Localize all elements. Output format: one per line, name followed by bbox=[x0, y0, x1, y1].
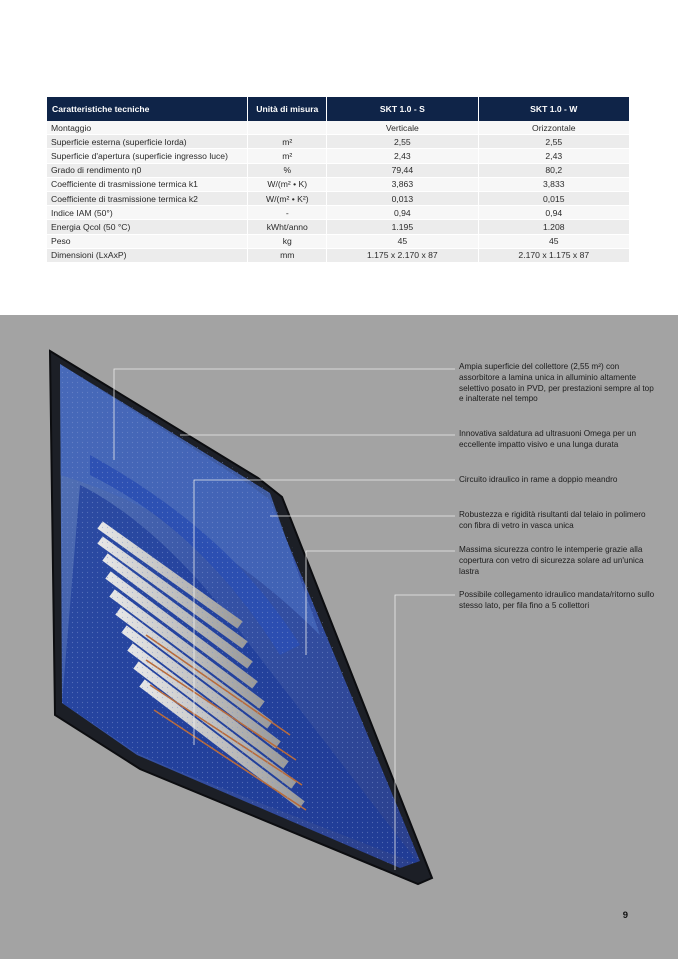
row-label: Coefficiente di trasmissione termica k1 bbox=[47, 177, 248, 191]
row-value-w: 0,015 bbox=[478, 191, 629, 205]
table-row bbox=[47, 234, 629, 248]
row-value-s: 1.195 bbox=[327, 220, 478, 234]
row-value-w: 2.170 x 1.175 x 87 bbox=[478, 248, 629, 262]
table-row bbox=[47, 163, 629, 177]
row-value-w: 3,833 bbox=[478, 177, 629, 191]
row-label: Indice IAM (50°) bbox=[47, 206, 248, 220]
header-characteristics: Caratteristiche tecniche bbox=[47, 97, 248, 121]
row-value-s: 3,863 bbox=[327, 177, 478, 191]
row-unit: W/(m² • K²) bbox=[248, 191, 327, 205]
row-value-s: 1.175 x 2.170 x 87 bbox=[327, 248, 478, 262]
header-unit: Unità di misura bbox=[248, 97, 327, 121]
row-label: Energia Qcol (50 °C) bbox=[47, 220, 248, 234]
table-row bbox=[47, 121, 629, 135]
product-photo-panel bbox=[0, 315, 678, 959]
header-skt-w: SKT 1.0 - W bbox=[478, 97, 629, 121]
row-value-s: 2,43 bbox=[327, 149, 478, 163]
solar-collector-illustration bbox=[0, 315, 678, 959]
page-number: 9 bbox=[622, 910, 628, 921]
row-label: Grado di rendimento η0 bbox=[47, 163, 248, 177]
row-unit: m² bbox=[248, 149, 327, 163]
table-row bbox=[47, 248, 629, 262]
row-label: Peso bbox=[47, 234, 248, 248]
row-unit: m² bbox=[248, 135, 327, 149]
callout-omega-welding: Innovativa saldatura ad ultrasuoni Omega per un eccellente impatto visivo e una lunga durata bbox=[459, 429, 637, 449]
table-row bbox=[47, 149, 629, 163]
row-unit: kg bbox=[248, 234, 327, 248]
callout-collector-surface: Ampia superficie del collettore (2,55 m²) con assorbitore a lamina unica in alluminio altamente selettivo posato in PVD, per prestazioni sempre al top e inalterate nel tempo bbox=[459, 362, 654, 404]
row-value-s: 2,55 bbox=[327, 135, 478, 149]
row-label: Montaggio bbox=[47, 121, 248, 135]
callout-copper-circuit: Circuito idraulico in rame a doppio meandro bbox=[459, 475, 618, 484]
row-unit: mm bbox=[248, 248, 327, 262]
row-value-w: 80,2 bbox=[478, 163, 629, 177]
row-value-w: 2,43 bbox=[478, 149, 629, 163]
table-row bbox=[47, 220, 629, 234]
row-value-s: Verticale bbox=[327, 121, 478, 135]
row-value-w: 1.208 bbox=[478, 220, 629, 234]
row-unit bbox=[248, 121, 327, 135]
row-value-s: 0,94 bbox=[327, 206, 478, 220]
callout-safety-glass: Massima sicurezza contro le intemperie grazie alla copertura con vetro di sicurezza solare ad un'unica lastra bbox=[459, 545, 644, 576]
row-unit: % bbox=[248, 163, 327, 177]
row-unit: - bbox=[248, 206, 327, 220]
table-row bbox=[47, 191, 629, 205]
row-value-s: 79,44 bbox=[327, 163, 478, 177]
row-label: Superficie d'apertura (superficie ingresso luce) bbox=[47, 149, 248, 163]
row-value-s: 45 bbox=[327, 234, 478, 248]
row-value-w: 45 bbox=[478, 234, 629, 248]
row-value-w: Orizzontale bbox=[478, 121, 629, 135]
row-value-s: 0,013 bbox=[327, 191, 478, 205]
table-row bbox=[47, 177, 629, 191]
table-row bbox=[47, 135, 629, 149]
row-label: Coefficiente di trasmissione termica k2 bbox=[47, 191, 248, 205]
row-label: Superficie esterna (superficie lorda) bbox=[47, 135, 248, 149]
table-row bbox=[47, 206, 629, 220]
table-header-row bbox=[47, 97, 629, 121]
header-skt-s: SKT 1.0 - S bbox=[327, 97, 478, 121]
row-unit: W/(m² • K) bbox=[248, 177, 327, 191]
row-value-w: 2,55 bbox=[478, 135, 629, 149]
row-value-w: 0,94 bbox=[478, 206, 629, 220]
callout-frame-strength: Robustezza e rigidità risultanti dal telaio in polimero con fibra di vetro in vasca unica bbox=[459, 510, 646, 530]
callout-hydraulic-connection: Possibile collegamento idraulico mandata/ritorno sullo stesso lato, per fila fino a 5 collettori bbox=[459, 590, 655, 610]
row-label: Dimensioni (LxAxP) bbox=[47, 248, 248, 262]
technical-specs-table bbox=[47, 97, 629, 263]
row-unit: kWht/anno bbox=[248, 220, 327, 234]
